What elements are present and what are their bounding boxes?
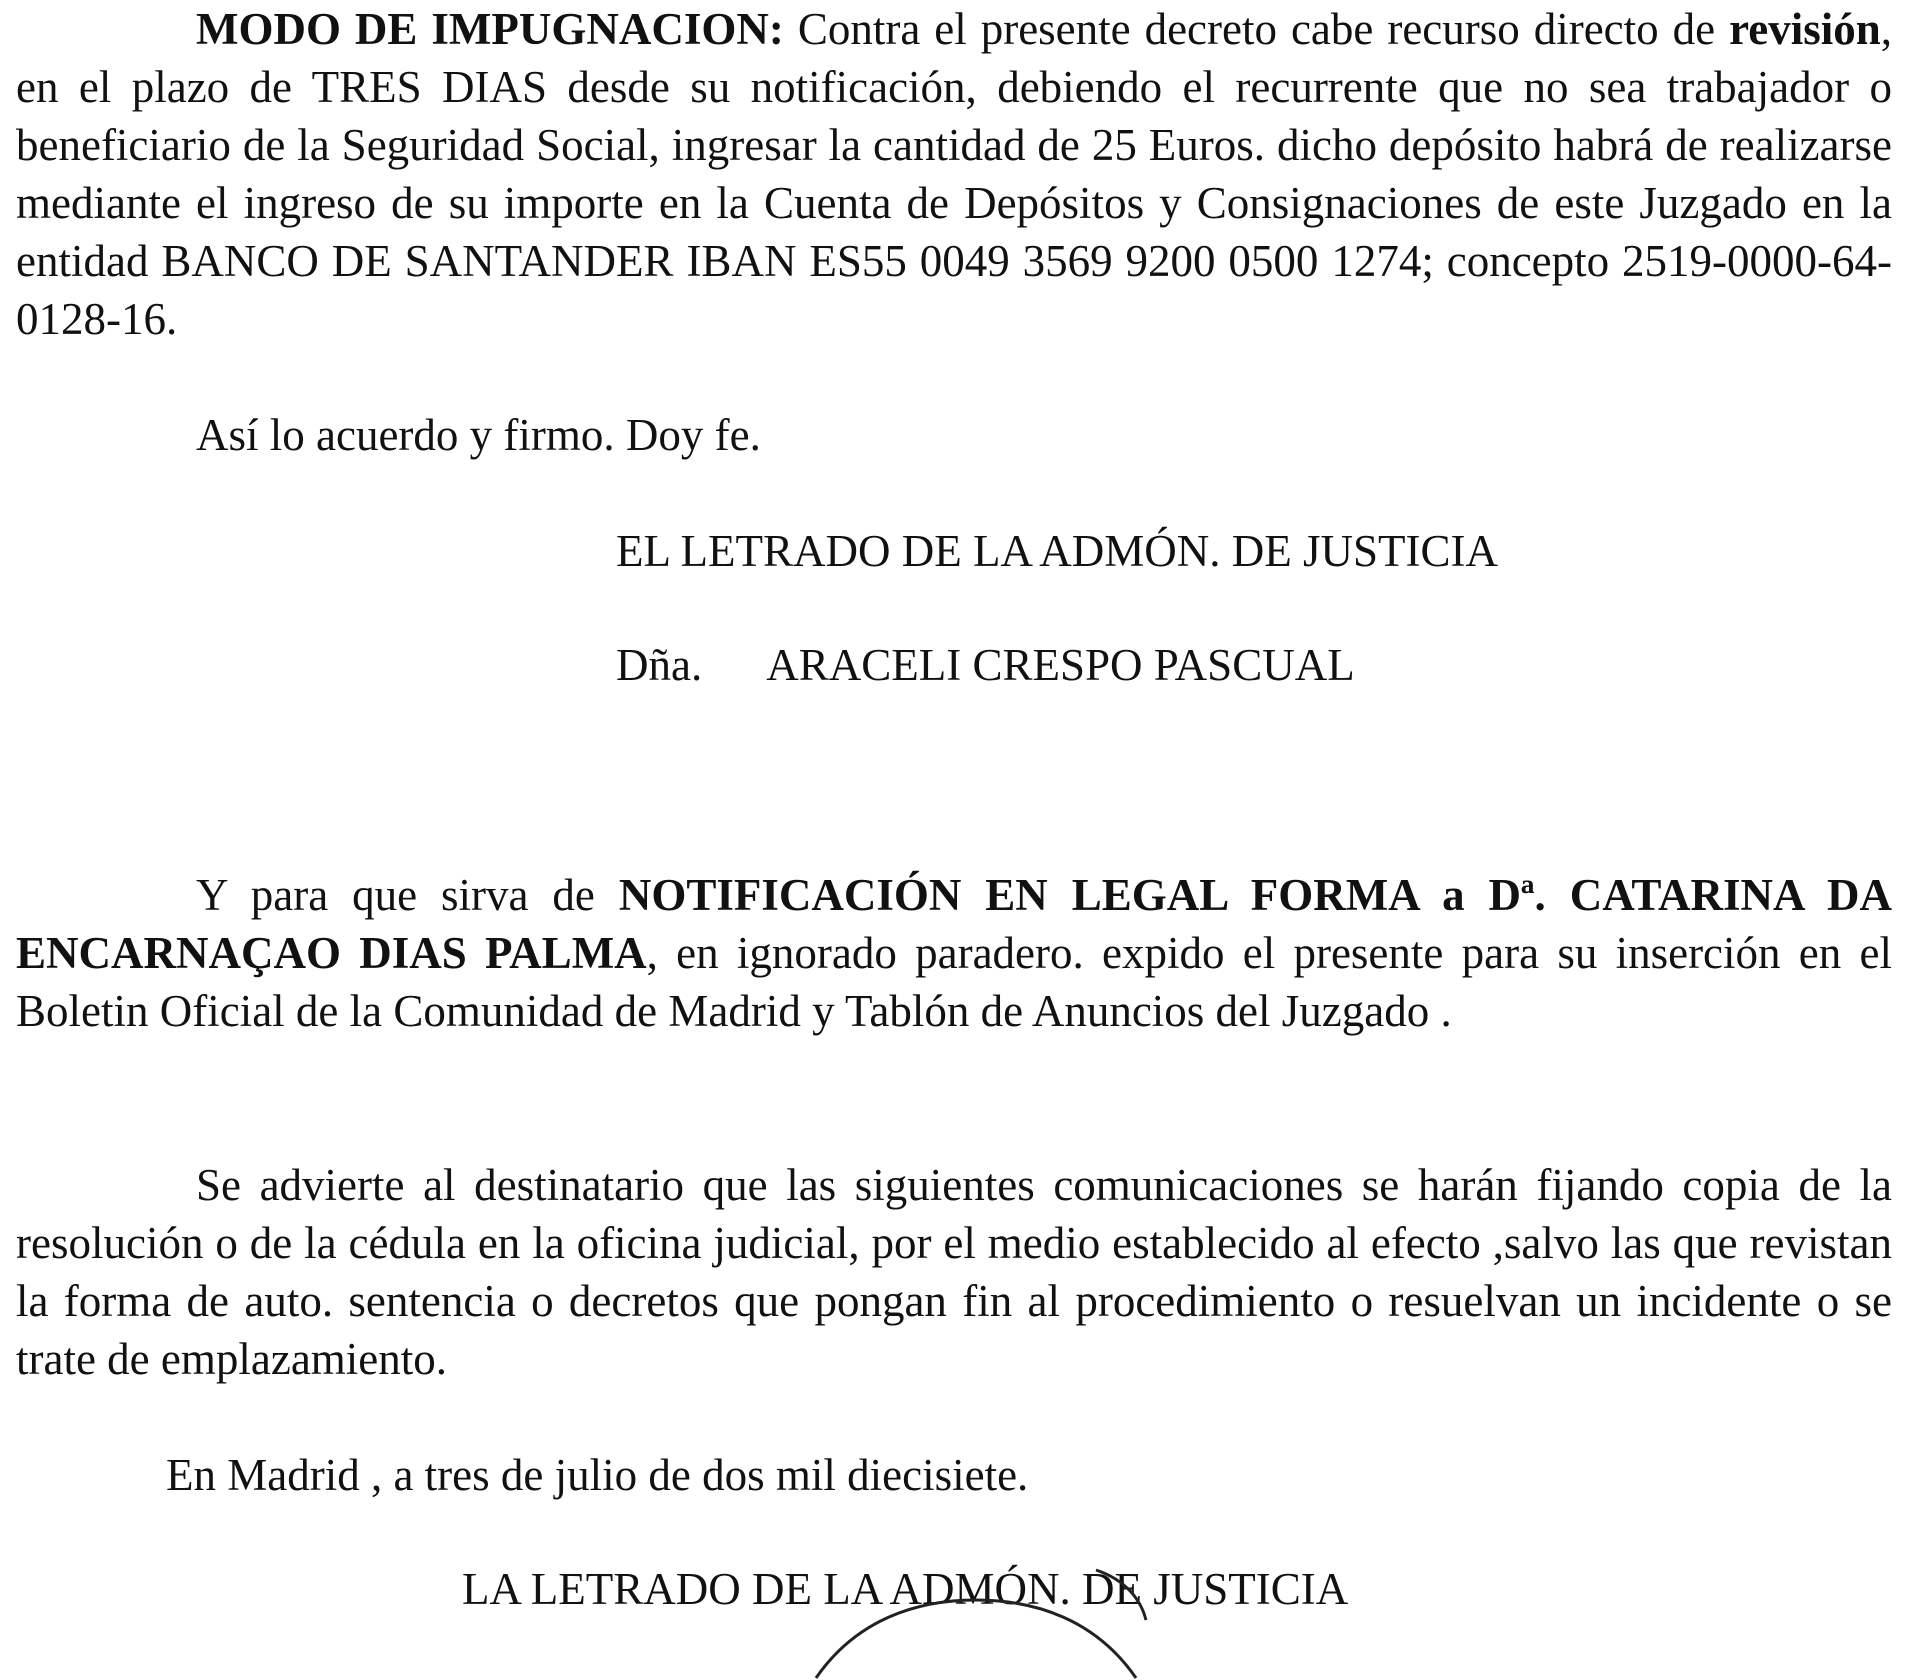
court-seal-stamp (796, 1560, 1156, 1680)
document-page (16, 0, 1892, 1616)
impugnacion-label: MODO DE IMPUGNACION: (196, 4, 784, 54)
notificacion-bold: NOTIFICACIÓN EN LEGAL FORMA a Dª. CATARINA DA ENCARNAÇAO DIAS PALMA (16, 870, 1892, 978)
signature-name-line (616, 636, 1355, 694)
impugnacion-text-1: Contra el presente decreto cabe recurso directo de (783, 4, 1730, 54)
advertencia-paragraph: Se advierte al destinatario que las siguientes comunicaciones se harán fijando copia de la resolución o de la cédula en la oficina judicial, por el medio establecido al efecto ,salvo las que revistan la forma de auto. sentencia o decretos que pongan fin al procedimiento o resuelvan un incidente o se trate de emplazamiento. (16, 1160, 1892, 1384)
impugnacion-text-2: , en el plazo de TRES DIAS desde su notificación, debiendo el recurrente que no sea trabajador o beneficiario de la Seguridad Social, ingresar la cantidad de 25 Euros. dicho depósito habrá de realizarse mediante el ingreso de su importe en la Cuenta de Depósitos y Consignaciones de este Juzgado en la entidad BANCO DE SANTANDER IBAN ES55 0049 3569 9200 0500 1274; concepto 2519-0000-64-0128-16. (16, 4, 1892, 344)
signature-name-prefix: Dña. (616, 640, 703, 690)
notificacion-rest: , en ignorado paradero. expido el presente para su inserción en el Boletin Oficial de la Comunidad de Madrid y Tablón de Anuncios del Juzgado . (16, 928, 1892, 1036)
impugnacion-paragraph (16, 0, 1892, 348)
signature-title-1: EL LETRADO DE LA ADMÓN. DE JUSTICIA (616, 526, 1499, 576)
notificacion-paragraph (16, 866, 1892, 1040)
acuerdo-line: Así lo acuerdo y firmo. Doy fe. (196, 410, 761, 460)
notificacion-intro: Y para que sirva de (196, 870, 619, 920)
revision-term: revisión (1729, 4, 1881, 54)
signature-name: ARACELI CRESPO PASCUAL (766, 640, 1355, 690)
fecha-line: En Madrid , a tres de julio de dos mil diecisiete. (166, 1450, 1029, 1500)
signature-title-2: LA LETRADO DE LA ADMÓN. DE JUSTICIA (462, 1564, 1349, 1614)
